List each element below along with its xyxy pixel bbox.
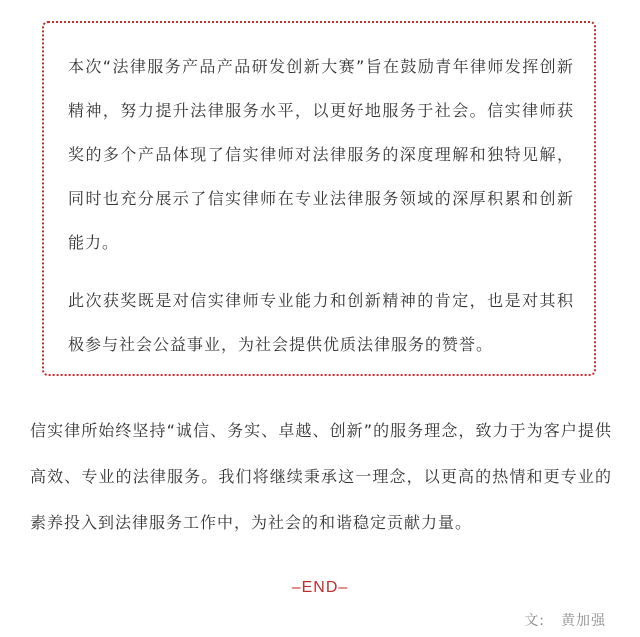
closing-paragraph: 信实律所始终坚持“诚信、务实、卓越、创新”的服务理念，致力于为客户提供高效、专业的法律服务。我们将继续秉承这一理念，以更高的热情和更专业的素养投入到法律服务工作中，为社会的和谐稳定贡献力量。 xyxy=(30,421,612,532)
author-credit xyxy=(524,610,606,630)
author-label: 文: xyxy=(524,613,545,629)
highlight-box xyxy=(42,21,596,376)
closing-section xyxy=(30,408,612,546)
boxed-paragraph-1: 本次“法律服务产品产品研发创新大赛”旨在鼓励青年律师发挥创新精神，努力提升法律服务水平，以更好地服务于社会。信实律师获奖的多个产品体现了信实律师对法律服务的深度理解和独特见解，同时也充分展示了信实律师在专业法律服务领域的深厚积累和创新能力。 xyxy=(68,57,574,252)
end-mark: –END– xyxy=(291,579,349,596)
author-name: 黄加强 xyxy=(561,613,606,629)
boxed-paragraph-2: 此次获奖既是对信实律师专业能力和创新精神的肯定，也是对其积极参与社会公益事业，为社会提供优质法律服务的赞誉。 xyxy=(68,291,574,354)
